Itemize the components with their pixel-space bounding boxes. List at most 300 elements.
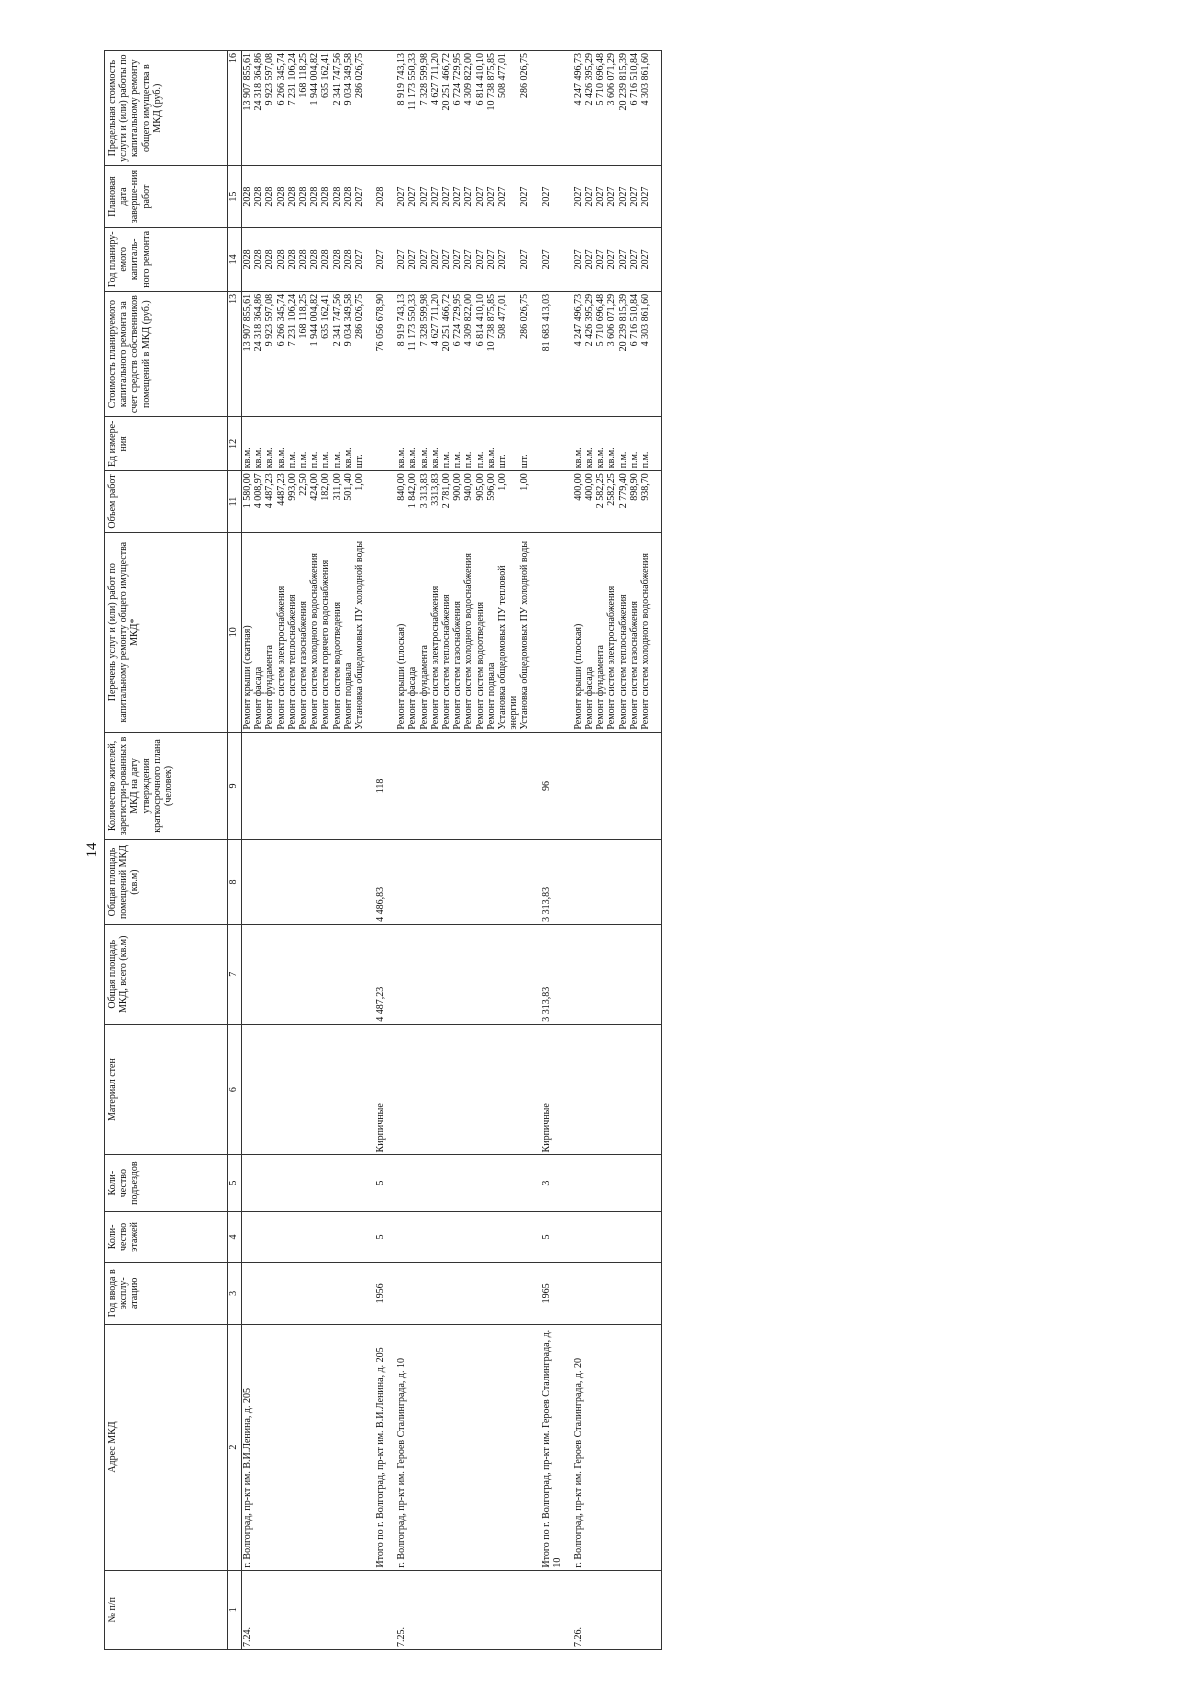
empty-cell — [320, 1570, 331, 1649]
cost-cell: 11 173 550,33 — [407, 291, 418, 417]
cost-cell: 6 814 410,10 — [475, 291, 486, 417]
unit-cell: кв.м. — [242, 417, 254, 471]
work-name-cell: Ремонт фундамента — [419, 532, 430, 732]
empty-cell — [640, 1211, 651, 1262]
empty-cell — [563, 471, 573, 533]
unit-cell: шт. — [497, 417, 519, 471]
empty-cell — [332, 1263, 343, 1325]
empty-cell — [618, 1263, 629, 1325]
empty-cell — [375, 1570, 386, 1649]
work-name-cell: Установка общедомовых ПУ холодной воды — [354, 532, 365, 732]
cost-cell: 7 231 106,24 — [287, 291, 298, 417]
rooms-area-cell: 4 486,83 — [375, 840, 386, 925]
empty-cell — [618, 1211, 629, 1262]
cost-cell: 4 303 861,60 — [640, 291, 651, 417]
cost-cell: 4 247 496,73 — [573, 291, 584, 417]
year-cell: 2027 — [629, 227, 640, 291]
empty-cell — [595, 1570, 606, 1649]
unit-cell: кв.м. — [264, 417, 275, 471]
empty-cell — [563, 840, 573, 925]
work-name-cell: Ремонт систем водоотведения — [475, 532, 486, 732]
end-date-cell: 2028 — [287, 166, 298, 228]
limit-cost-cell: 5 710 696,48 — [595, 51, 606, 166]
year-cell: 2028 — [309, 227, 320, 291]
empty-cell — [573, 1263, 584, 1325]
cost-cell: 3 606 071,29 — [606, 291, 617, 417]
empty-cell — [430, 1211, 441, 1262]
empty-cell — [343, 840, 354, 925]
empty-cell — [595, 1155, 606, 1211]
empty-cell — [287, 1263, 298, 1325]
volume-cell: 993,00 — [287, 471, 298, 533]
empty-cell — [430, 1263, 441, 1325]
empty-cell — [463, 840, 474, 925]
cost-cell: 7 328 599,98 — [419, 291, 430, 417]
rotated-page — [50, 50, 1180, 1650]
cost-cell: 8 919 743,13 — [396, 291, 407, 417]
empty-cell — [253, 1570, 264, 1649]
unit-cell: кв.м. — [430, 417, 441, 471]
empty-cell — [651, 1211, 662, 1262]
empty-cell — [441, 1155, 452, 1211]
empty-cell — [531, 840, 541, 925]
empty-cell — [573, 840, 584, 925]
work-row — [452, 51, 463, 1650]
volume-cell: 311,00 — [332, 471, 343, 533]
empty-cell — [375, 417, 386, 471]
empty-cell — [287, 1324, 298, 1570]
empty-cell — [463, 1570, 474, 1649]
empty-cell — [309, 924, 320, 1024]
empty-cell — [595, 732, 606, 840]
end-date-cell: 2027 — [396, 166, 407, 228]
empty-cell — [386, 840, 396, 925]
empty-cell — [475, 1211, 486, 1262]
empty-cell — [463, 924, 474, 1024]
empty-cell — [629, 1155, 640, 1211]
end-date-cell: 2027 — [584, 166, 595, 228]
empty-cell — [531, 1211, 541, 1262]
volume-cell: 1,00 — [519, 471, 530, 533]
volume-cell: 22,50 — [298, 471, 309, 533]
empty-cell — [441, 1324, 452, 1570]
empty-cell — [309, 1155, 320, 1211]
column-number-13: 13 — [228, 291, 242, 417]
limit-cost-cell: 1 944 004,82 — [309, 51, 320, 166]
empty-cell — [563, 166, 573, 228]
empty-cell — [253, 1024, 264, 1155]
empty-cell — [651, 924, 662, 1024]
year-cell: 2027 — [475, 227, 486, 291]
empty-cell — [640, 1155, 651, 1211]
empty-cell — [430, 840, 441, 925]
work-row — [618, 51, 629, 1650]
empty-cell — [320, 924, 331, 1024]
entrances-cell: 5 — [375, 1155, 386, 1211]
empty-cell — [573, 732, 584, 840]
empty-cell — [354, 732, 365, 840]
work-name-cell: Ремонт крыши (плоская) — [573, 532, 584, 732]
empty-cell — [407, 924, 418, 1024]
year-cell: 2027 — [497, 227, 519, 291]
empty-cell — [497, 1570, 519, 1649]
empty-cell — [298, 1155, 309, 1211]
empty-cell — [309, 1263, 320, 1325]
page-number: 14 — [84, 842, 100, 858]
empty-cell — [396, 732, 407, 840]
empty-cell — [497, 840, 519, 925]
work-name-cell: Ремонт систем электроснабжения — [430, 532, 441, 732]
unit-cell: кв.м. — [343, 417, 354, 471]
empty-cell — [651, 732, 662, 840]
cost-cell: 6 724 729,95 — [452, 291, 463, 417]
column-numbers-row — [228, 51, 242, 1650]
cost-cell: 4 627 711,20 — [430, 291, 441, 417]
empty-cell — [595, 1324, 606, 1570]
end-date-cell: 2027 — [497, 166, 519, 228]
cost-cell: 20 251 466,72 — [441, 291, 452, 417]
end-date-cell: 2027 — [640, 166, 651, 228]
total-label-cell: Итого по г. Волгоград, пр-кт им. Героев Сталинграда, д. 10 — [541, 1324, 563, 1570]
empty-cell — [287, 1211, 298, 1262]
header-cell-2: Адрес МКД — [105, 1324, 228, 1570]
empty-cell — [519, 840, 530, 925]
work-row — [343, 51, 354, 1650]
header-cell-14: Год планиру-емого капиталь-ного ремонта — [105, 227, 228, 291]
empty-cell — [640, 732, 651, 840]
empty-cell — [497, 1155, 519, 1211]
empty-cell — [419, 1324, 430, 1570]
address-cell: г. Волгоград, пр-кт им. Героев Сталинграда, д. 20 — [573, 1324, 584, 1570]
empty-cell — [386, 1324, 396, 1570]
total-row — [541, 51, 563, 1650]
limit-cost-cell: 11 173 550,33 — [407, 51, 418, 166]
empty-cell — [486, 1211, 497, 1262]
column-number-14: 14 — [228, 227, 242, 291]
volume-cell: 940,00 — [463, 471, 474, 533]
empty-cell — [629, 1211, 640, 1262]
empty-cell — [563, 1155, 573, 1211]
empty-cell — [629, 1024, 640, 1155]
year-cell: 2028 — [276, 227, 287, 291]
work-row — [430, 51, 441, 1650]
empty-cell — [264, 1024, 275, 1155]
year-cell: 2027 — [452, 227, 463, 291]
work-name-cell: Ремонт фундамента — [264, 532, 275, 732]
empty-cell — [463, 1324, 474, 1570]
empty-cell — [242, 840, 254, 925]
empty-cell — [531, 51, 541, 166]
empty-cell — [276, 924, 287, 1024]
empty-cell — [320, 1211, 331, 1262]
header-cell-12: Ед измере-ния — [105, 417, 228, 471]
limit-cost-cell: 6 724 729,95 — [452, 51, 463, 166]
empty-cell — [651, 1263, 662, 1325]
volume-cell: 400,00 — [584, 471, 595, 533]
empty-cell — [486, 840, 497, 925]
empty-cell — [629, 1263, 640, 1325]
empty-cell — [242, 1263, 254, 1325]
header-cell-13: Стоимость планируемого капитального ремонта за счет средств собственников помещений в МКД (руб.) — [105, 291, 228, 417]
limit-cost-cell: 2 341 747,56 — [332, 51, 343, 166]
empty-cell — [242, 1155, 254, 1211]
empty-cell — [541, 1570, 563, 1649]
year-cell: 2028 — [242, 227, 254, 291]
empty-cell — [563, 417, 573, 471]
year-cell: 2027 — [584, 227, 595, 291]
volume-cell: 898,90 — [629, 471, 640, 533]
empty-cell — [365, 1211, 375, 1262]
unit-cell: шт. — [354, 417, 365, 471]
header-cell-3: Год ввода в эксплу-атацию — [105, 1263, 228, 1325]
row-number-cell: 7.24. — [242, 1570, 254, 1649]
end-date-cell: 2027 — [606, 166, 617, 228]
empty-cell — [365, 732, 375, 840]
empty-cell — [452, 840, 463, 925]
empty-cell — [365, 840, 375, 925]
empty-cell — [606, 732, 617, 840]
volume-cell: 3313,83 — [430, 471, 441, 533]
column-number-8: 8 — [228, 840, 242, 925]
end-date-cell: 2027 — [407, 166, 418, 228]
empty-cell — [563, 1211, 573, 1262]
empty-cell — [531, 291, 541, 417]
unit-cell: шт. — [519, 417, 530, 471]
empty-cell — [253, 1324, 264, 1570]
empty-cell — [606, 1570, 617, 1649]
empty-cell — [298, 840, 309, 925]
end-date-cell: 2027 — [463, 166, 474, 228]
work-name-cell: Ремонт подвала — [486, 532, 497, 732]
empty-cell — [651, 471, 662, 533]
empty-cell — [463, 1211, 474, 1262]
empty-cell — [541, 417, 563, 471]
empty-cell — [618, 924, 629, 1024]
empty-cell — [531, 1024, 541, 1155]
empty-cell — [651, 1024, 662, 1155]
empty-cell — [386, 227, 396, 291]
work-name-cell: Ремонт систем холодного водоснабжения — [640, 532, 651, 732]
empty-cell — [332, 924, 343, 1024]
unit-cell: кв.м. — [573, 417, 584, 471]
limit-cost-cell: 24 318 364,86 — [253, 51, 264, 166]
work-name-cell: Ремонт фасада — [407, 532, 418, 732]
volume-cell: 400,00 — [573, 471, 584, 533]
end-date-cell: 2027 — [629, 166, 640, 228]
empty-cell — [320, 1324, 331, 1570]
unit-cell: п.м. — [287, 417, 298, 471]
empty-cell — [419, 732, 430, 840]
empty-cell — [343, 732, 354, 840]
limit-cost-cell: 20 239 815,39 — [618, 51, 629, 166]
year-cell: 2028 — [287, 227, 298, 291]
floors-cell: 5 — [541, 1211, 563, 1262]
empty-cell — [264, 1570, 275, 1649]
empty-cell — [365, 51, 375, 166]
work-name-cell: Ремонт систем холодного водоснабжения — [463, 532, 474, 732]
volume-cell: 2582,25 — [606, 471, 617, 533]
column-number-10: 10 — [228, 532, 242, 732]
work-name-cell: Установка общедомовых ПУ холодной воды — [519, 532, 530, 732]
year-cell: 2028 — [332, 227, 343, 291]
header-cell-11: Объем работ — [105, 471, 228, 533]
cost-cell: 168 118,25 — [298, 291, 309, 417]
limit-cost-cell: 2 426 395,29 — [584, 51, 595, 166]
column-number-12: 12 — [228, 417, 242, 471]
empty-cell — [651, 417, 662, 471]
empty-cell — [343, 1211, 354, 1262]
work-row — [475, 51, 486, 1650]
empty-cell — [531, 1324, 541, 1570]
total-cost-cell: 81 683 413,03 — [541, 291, 563, 417]
empty-cell — [486, 1155, 497, 1211]
work-row — [419, 51, 430, 1650]
end-date-cell: 2027 — [354, 166, 365, 228]
header-cell-4: Коли-чество этажей — [105, 1211, 228, 1262]
row-number-cell: 7.25. — [396, 1570, 407, 1649]
empty-cell — [452, 1024, 463, 1155]
empty-cell — [253, 1155, 264, 1211]
cost-cell: 286 026,75 — [519, 291, 530, 417]
empty-cell — [584, 1155, 595, 1211]
residents-cell: 96 — [541, 732, 563, 840]
empty-cell — [629, 924, 640, 1024]
end-date-cell: 2028 — [332, 166, 343, 228]
empty-cell — [618, 732, 629, 840]
empty-cell — [584, 1211, 595, 1262]
empty-cell — [519, 732, 530, 840]
unit-cell: кв.м. — [595, 417, 606, 471]
end-date-cell: 2028 — [298, 166, 309, 228]
empty-cell — [573, 1211, 584, 1262]
work-name-cell: Ремонт систем газоснабжения — [452, 532, 463, 732]
year-cell: 2027 — [463, 227, 474, 291]
empty-cell — [651, 840, 662, 925]
year-cell: 2027 — [396, 227, 407, 291]
cost-cell: 508 477,01 — [497, 291, 519, 417]
empty-cell — [407, 840, 418, 925]
limit-cost-cell: 6 266 345,74 — [276, 51, 287, 166]
unit-cell: кв.м. — [253, 417, 264, 471]
end-date-cell: 2027 — [486, 166, 497, 228]
empty-cell — [573, 924, 584, 1024]
table-end-row — [651, 51, 662, 1650]
work-name-cell: Ремонт систем электроснабжения — [276, 532, 287, 732]
cost-cell: 2 426 395,29 — [584, 291, 595, 417]
empty-cell — [475, 1570, 486, 1649]
empty-cell — [486, 1324, 497, 1570]
empty-cell — [309, 840, 320, 925]
empty-cell — [430, 732, 441, 840]
empty-cell — [276, 732, 287, 840]
empty-cell — [441, 1570, 452, 1649]
empty-cell — [365, 1570, 375, 1649]
empty-cell — [354, 1570, 365, 1649]
empty-cell — [365, 1024, 375, 1155]
limit-cost-cell: 168 118,25 — [298, 51, 309, 166]
limit-cost-cell: 8 919 743,13 — [396, 51, 407, 166]
work-row — [242, 51, 254, 1650]
empty-cell — [419, 1211, 430, 1262]
limit-cost-cell: 3 606 071,29 — [606, 51, 617, 166]
empty-cell — [309, 1324, 320, 1570]
empty-cell — [365, 471, 375, 533]
empty-cell — [396, 1155, 407, 1211]
empty-cell — [640, 1263, 651, 1325]
empty-cell — [541, 51, 563, 166]
work-row — [595, 51, 606, 1650]
empty-cell — [320, 1263, 331, 1325]
header-cell-16: Предельная стоимость услуги и (или) работы по капитальному ремонту общего имущества в МКД (руб.) — [105, 51, 228, 166]
total-cost-cell: 76 056 678,90 — [375, 291, 386, 417]
empty-cell — [343, 1324, 354, 1570]
empty-cell — [519, 1155, 530, 1211]
empty-cell — [354, 1211, 365, 1262]
total-year-cell: 2027 — [541, 227, 563, 291]
volume-cell: 424,00 — [309, 471, 320, 533]
empty-cell — [584, 1263, 595, 1325]
empty-cell — [519, 1570, 530, 1649]
empty-cell — [629, 1324, 640, 1570]
column-number-16: 16 — [228, 51, 242, 166]
empty-cell — [531, 417, 541, 471]
empty-cell — [452, 1263, 463, 1325]
empty-cell — [320, 1155, 331, 1211]
capital-repair-table — [104, 50, 662, 1650]
header-cell-8: Общая площадь помещений МКД (кв.м) — [105, 840, 228, 925]
address-cell: г. Волгоград, пр-кт им. Героев Сталинграда, д. 10 — [396, 1324, 407, 1570]
empty-cell — [407, 1211, 418, 1262]
year-cell: 2027 — [573, 227, 584, 291]
volume-cell: 2 779,40 — [618, 471, 629, 533]
rooms-area-cell: 3 313,83 — [541, 840, 563, 925]
year-cell: 2028 — [343, 227, 354, 291]
empty-cell — [531, 532, 541, 732]
unit-cell: п.м. — [441, 417, 452, 471]
limit-cost-cell: 10 738 875,85 — [486, 51, 497, 166]
empty-cell — [343, 1155, 354, 1211]
empty-cell — [287, 1024, 298, 1155]
empty-cell — [606, 1211, 617, 1262]
empty-cell — [441, 924, 452, 1024]
limit-cost-cell: 508 477,01 — [497, 51, 519, 166]
limit-cost-cell: 4 303 861,60 — [640, 51, 651, 166]
empty-cell — [375, 51, 386, 166]
empty-cell — [276, 1570, 287, 1649]
empty-cell — [640, 1024, 651, 1155]
header-cell-15: Плановая дата заверше-ния работ — [105, 166, 228, 228]
empty-cell — [287, 840, 298, 925]
empty-cell — [475, 1155, 486, 1211]
unit-cell: кв.м. — [486, 417, 497, 471]
column-number-6: 6 — [228, 1024, 242, 1155]
empty-cell — [497, 1024, 519, 1155]
year-cell: 2027 — [430, 227, 441, 291]
empty-cell — [407, 1155, 418, 1211]
empty-cell — [343, 924, 354, 1024]
total-end-date-cell: 2028 — [375, 166, 386, 228]
empty-cell — [365, 1324, 375, 1570]
empty-cell — [320, 1024, 331, 1155]
empty-cell — [276, 1211, 287, 1262]
empty-cell — [463, 1024, 474, 1155]
total-area-cell: 3 313,83 — [541, 924, 563, 1024]
end-date-cell: 2027 — [475, 166, 486, 228]
empty-cell — [430, 1024, 441, 1155]
empty-cell — [365, 291, 375, 417]
empty-cell — [640, 924, 651, 1024]
empty-cell — [386, 471, 396, 533]
